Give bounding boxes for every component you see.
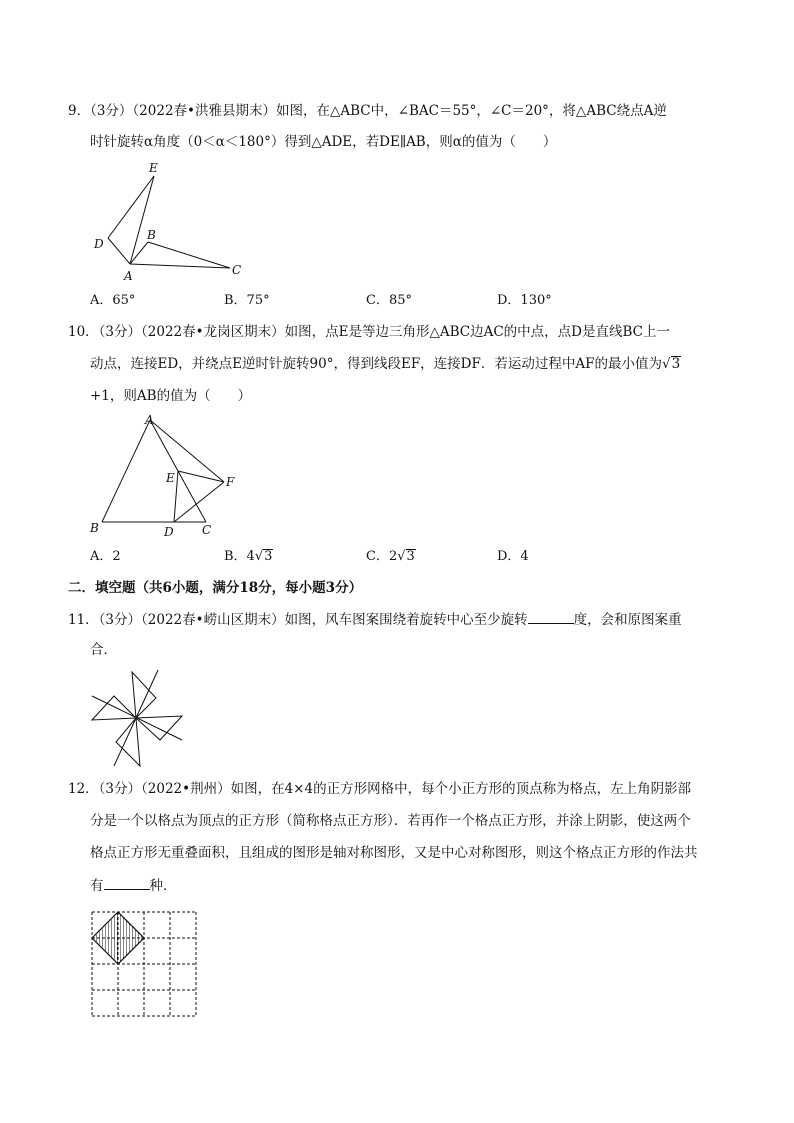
q11-text-line1-post: 度，会和原图案重 — [573, 612, 682, 628]
q9-figure — [88, 160, 258, 283]
q10-label-B: B — [90, 521, 99, 535]
q9-option-c: C．85° — [366, 293, 412, 308]
q11-answer-blank[interactable] — [528, 609, 574, 624]
q10-option-b — [224, 548, 273, 566]
q11-text-line2: 合． — [90, 642, 117, 658]
q10-option-b-radicand: 3 — [264, 549, 273, 564]
q10-sqrt-sign: √ — [662, 356, 671, 372]
q10-option-c-sqrt-sign: √ — [397, 549, 406, 564]
q10-text-line2 — [90, 354, 681, 374]
q10-label-D: D — [164, 525, 174, 539]
q10-text-line2-main: 动点，连接ED，并绕点E逆时针旋转90°，得到线段EF，连接DF．若运动过程中AF的最小值为 — [90, 356, 662, 372]
q12-shaded-square — [92, 912, 144, 964]
q10-option-b-coef: B．4 — [224, 549, 255, 564]
q12-answer-blank[interactable] — [104, 875, 150, 890]
q9-text-line1: 9．（3分）（2022春•洪雅县期末）如图，在△ABC中，∠BAC＝55°，∠C＝20°，将△ABC绕点A逆 — [68, 103, 667, 119]
q10-label-E: E — [166, 471, 175, 485]
q10-option-b-sqrt-sign: √ — [254, 549, 264, 564]
q11-text-line1 — [68, 609, 682, 630]
q9-label-D: D — [94, 237, 104, 251]
q10-option-a: A．2 — [90, 549, 121, 564]
q9-option-d: D．130° — [497, 293, 552, 308]
q12-text-line4 — [90, 875, 177, 896]
q10-text-line1: 10．（3分）（2022春•龙岗区期末）如图，点E是等边三角形△ABC边AC的中点，点D是直线BC上一 — [68, 324, 670, 340]
q10-label-C: C — [202, 523, 212, 537]
q12-text-line4-post: 种． — [149, 878, 177, 894]
q12-text-line3: 格点正方形无重叠面积，且组成的图形是轴对称图形，又是中心对称图形，则这个格点正方形的作法共 — [90, 845, 698, 861]
q9-label-C: C — [232, 263, 242, 277]
q12-text-line4-pre: 有 — [90, 878, 104, 894]
q12-grid-figure — [90, 910, 198, 1018]
q10-label-F: F — [226, 475, 235, 489]
q10-option-c — [366, 548, 416, 566]
q12-text-line2: 分是一个以格点为顶点的正方形（简称格点正方形）．若再作一个格点正方形，并涂上阴影，使这两个 — [90, 813, 691, 829]
q10-option-d: D．4 — [497, 549, 529, 564]
q9-text-line2: 时针旋转α角度（0＜α＜180°）得到△ADE，若DE∥AB，则α的值为（ ） — [90, 134, 557, 150]
q10-sqrt-radicand: 3 — [671, 356, 681, 372]
q9-option-b: B．75° — [224, 293, 270, 308]
q10-label-A: A — [145, 413, 154, 427]
q9-label-B: B — [147, 228, 156, 242]
q11-windmill-figure — [92, 670, 182, 770]
q11-text-line1-pre: 11．（3分）（2022春•崂山区期末）如图，风车图案围绕着旋转中心至少旋转 — [68, 612, 528, 628]
q10-text-line3: +1，则AB的值为（ ） — [90, 388, 252, 404]
q9-label-E: E — [149, 161, 158, 175]
section-title-fill-in: 二．填空题（共6小题，满分18分，每小题3分） — [68, 580, 363, 596]
q9-option-a: A．65° — [90, 293, 136, 308]
q10-figure — [88, 410, 248, 540]
q10-option-c-coef: C．2 — [366, 549, 398, 564]
q9-label-A: A — [124, 269, 133, 283]
q12-text-line1: 12．（3分）（2022•荆州）如图，在4×4的正方形网格中，每个小正方形的顶点称为格点，左上角阴影部 — [68, 781, 692, 797]
q10-option-c-radicand: 3 — [406, 549, 415, 564]
